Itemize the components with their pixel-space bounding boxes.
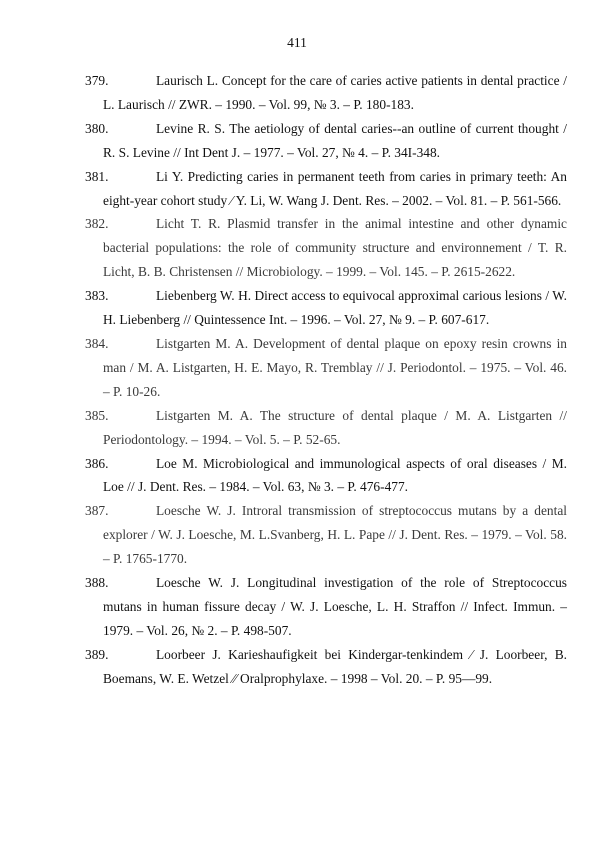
reference-text: Loorbeer J. Karieshaufigkeit bei Kindergar-tenkindem ⁄ J. Loorbeer, B. Boemans, W. E. Wetzel ⁄⁄ Oralprophylaxe. – 1998 – Vol. 20. – P. 95—99. [103,646,567,686]
reference-text: Loesche W. J. Longitudinal investigation of the role of Streptococcus mutans in human fissure decay / W. J. Loesche, L. H. Straffon // Infect. Immun. – 1979. – Vol. 26, № 2. – P. 498-507. [103,575,567,638]
reference-number: 385. [85,407,109,423]
reference-item [85,284,567,332]
reference-item [85,571,567,643]
reference-number: 379. [85,73,109,88]
reference-number: 383. [85,288,109,304]
reference-item [85,332,567,404]
reference-item [85,404,567,452]
reference-text: Licht T. R. Plasmid transfer in the animal intestine and other dynamic bacterial populations: the role of community structure and environnement / T. R. Licht, B. B. Christensen // Microbiology. – 1999. – Vol. 145. – P. 2615-2622. [103,216,567,280]
reference-text: Listgarten M. A. Development of dental plaque on epoxy resin crowns in man / M. A. Listgarten, H. E. Mayo, R. Tremblay // J. Periodontol. – 1975. – Vol. 46. – P. 10-26. [103,335,567,399]
reference-item [85,212,567,284]
reference-item [85,643,567,691]
reference-text: Loe M. Microbiological and immunological aspects of oral diseases / M. Loe // J. Dent. Res. – 1984. – Vol. 63, № 3. – P. 476-477. [103,455,567,495]
reference-item [85,499,567,571]
reference-text: Listgarten M. A. The structure of dental plaque / M. A. Listgarten // Periodontology. – 1994. – Vol. 5. – P. 52-65. [103,407,567,447]
reference-text: Laurisch L. Concept for the care of caries active patients in dental practice / L. Laurisch // ZWR. – 1990. – Vol. 99, № 3. – P. 180-183. [103,73,567,112]
reference-text: Liebenberg W. H. Direct access to equivocal approximal carious lesions / W. H. Liebenberg // Quintessence Int. – 1996. – Vol. 27, № 9. – P. 607-617. [103,288,567,328]
reference-number: 387. [85,503,109,519]
reference-number: 389. [85,646,109,662]
reference-number: 381. [85,168,109,184]
reference-number: 384. [85,335,109,351]
reference-text: Loesche W. J. Introral transmission of streptococcus mutans by a dental explorer / W. J. Loesche, M. L.Svanberg, H. L. Pape // J. Dent. Res. – 1979. – Vol. 58. – P. 1765-1770. [103,503,567,567]
reference-number: 388. [85,575,109,591]
reference-list [85,69,567,691]
reference-number: 386. [85,455,109,471]
reference-text: Li Y. Predicting caries in permanent teeth from caries in primary teeth: An eight-year cohort study ⁄ Y. Li, W. Wang J. Dent. Res. – 2002. – Vol. 81. – P. 561-566. [103,168,567,208]
reference-number: 382. [85,216,109,232]
reference-item [85,117,567,165]
reference-number: 380. [85,120,109,136]
reference-item [85,452,567,500]
reference-item [85,165,567,213]
reference-item [85,69,567,117]
reference-text: Levine R. S. The aetiology of dental caries--an outline of current thought / R. S. Levine // Int Dent J. – 1977. – Vol. 27, № 4. – P. 34I-348. [103,120,567,160]
page-number: 411 [287,35,307,50]
